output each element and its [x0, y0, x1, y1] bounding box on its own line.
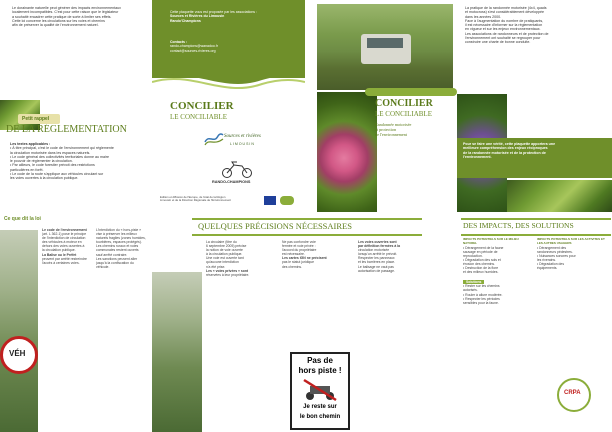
solutions-label: Solutions — [463, 280, 484, 284]
law-line: Les chemins ruraux et voies — [96, 244, 139, 249]
impact-line: • Destruction de la flore — [463, 266, 499, 271]
impact-line: • Dérangement de la faune — [463, 245, 504, 250]
reglementation-body — [10, 142, 148, 210]
info-line: l'environnement. — [463, 155, 492, 160]
body-line: Les textes applicables : — [10, 142, 51, 146]
body-line: les voies ouvertes à la circulation publique. — [10, 176, 79, 181]
crpa-label: CRPA — [564, 390, 581, 396]
partners-text — [170, 10, 295, 36]
prec-line: Les cartes IGN ne précisent — [282, 256, 327, 261]
law-line: (art. L 362-1) pose le principe — [42, 232, 87, 237]
impact-line: • Dégradation des — [537, 261, 565, 266]
sign-text: VÉH — [9, 349, 26, 358]
prec-line: la notion de voie ouverte — [206, 248, 243, 253]
impacts-title-bar — [461, 218, 611, 236]
law-line: peuvent par arrêté restreindre — [42, 256, 87, 261]
logo1-region: LIMOUSIN — [230, 142, 255, 146]
body-line: et motocross) s'est considérablement développée — [465, 10, 544, 15]
sign-photo — [0, 230, 38, 432]
prec-line: pas le statut juridique — [282, 260, 315, 265]
intro-line: Le dorainante naturelle peut générer des impacts environnementaux — [12, 6, 121, 10]
impacts-head: IMPACTS POTENTIELS SUR LE MILIEU NATUREL — [463, 238, 519, 245]
flower-photo — [317, 92, 377, 212]
body-line: la circulation motorisée dans les espaces naturels. — [10, 150, 91, 155]
body-line: • Par ailleurs, le code forestier prévoit des restrictions — [10, 163, 95, 168]
prec-line: Le balisage ne vaut pas — [358, 264, 394, 269]
precisions-title: QUELQUES PRÉCISIONS NÉCESSAIRES — [198, 221, 352, 231]
law-line: La Balise ou le Préfet — [42, 252, 77, 257]
logo1-name: Sources et rivières — [224, 134, 261, 139]
body-line: il est nécessaire d'informer sur la réglementation — [465, 23, 543, 28]
prec-line: des chemins. — [282, 264, 302, 269]
info-line: meilleure compréhension des enjeux réciproques — [463, 146, 548, 151]
sign-line: le bon chemin — [299, 414, 341, 420]
law-line: Les sanctions peuvent aller — [96, 256, 138, 261]
crpa-logo — [557, 378, 591, 412]
law-line: sauf arrêté contraire. — [96, 252, 128, 257]
impact-line: • Nuisances sonores pour — [537, 253, 576, 258]
impact-line: randonneurs pédestres. — [537, 249, 573, 254]
law-title: Ce que dit la loi — [4, 216, 41, 222]
footer-line: Édition et diffusion de l'Europe, de l'état de la Région — [160, 196, 226, 199]
prec-line: à la circulation publique. — [206, 252, 243, 257]
intro-line: a souhaité encadrer cette pratique de sorte à limiter ses effets. — [12, 14, 112, 19]
logo2-name: RANDO-CHAMPIONS — [212, 180, 251, 184]
law-line: tourbières, espaces protégés). — [96, 240, 142, 245]
solution-line: sensibles pour la faune. — [463, 300, 499, 305]
prec-line: est nécessaire. — [282, 252, 305, 257]
motorbike-logo-icon — [220, 160, 254, 178]
partner-line: Sources et Rivières du Limousin — [170, 14, 225, 19]
body-line: • Le code de la route s'applique aux véhicules circulant sur — [10, 172, 104, 177]
prec-line: circulation motorisée — [358, 248, 390, 253]
prec-line: fermée et voie privée : — [282, 244, 316, 249]
body-line: • À titre principal, c'est le code de l'environnement qui réglemente — [10, 146, 114, 151]
intro-body — [465, 6, 605, 92]
law-col1 — [42, 228, 92, 368]
body-line: dans les années 2000. — [465, 14, 502, 19]
region-logo-icon — [280, 196, 294, 205]
tagline-line: et protection — [375, 127, 397, 132]
prec-line: Les « voies privées » sont — [206, 268, 249, 273]
prec-line: n'a été prise. — [206, 264, 226, 269]
solution-line: • Respecter les périodes — [463, 296, 500, 301]
wave-decoration — [152, 70, 305, 100]
green-band — [365, 88, 457, 96]
body-line: particulières en forêt. — [10, 167, 44, 172]
prec-line: La circulaire (titre du — [206, 240, 237, 244]
impact-line: et des milieux humides. — [463, 270, 499, 275]
panel-law — [0, 216, 152, 432]
front-tagline — [375, 122, 455, 146]
front-subtitle: LE CONCILIABLE — [375, 110, 432, 118]
impact-line: • Dégradation des sols et — [463, 257, 501, 262]
panel-precisions — [152, 212, 457, 432]
impact-line: • Dérangement des — [537, 245, 567, 250]
tagline-line: Randonnée motorisée — [375, 122, 412, 127]
prec-line: autorisation de passage. — [358, 268, 395, 273]
river-logo-icon — [204, 132, 224, 146]
info-box-text — [463, 142, 607, 160]
prec-line: qu'aucune interdiction — [206, 260, 239, 265]
fern-photo-2 — [507, 180, 612, 212]
panel-impacts — [457, 212, 612, 432]
impacts-title: DES IMPACTS, DES SOLUTIONS — [463, 221, 574, 230]
contacts-block — [170, 40, 295, 60]
body-line: l'environnement ont souhaité se regrouper pour — [465, 36, 541, 41]
law-line: jusqu'à la confiscation du — [96, 260, 134, 265]
cover-back-footer — [160, 196, 260, 208]
no-entry-sign — [0, 336, 38, 374]
body-line: Les associations de randonneurs et de protection de — [465, 31, 549, 36]
prec-line: réservées à leur propriétaire. — [206, 272, 250, 277]
body-line: construire une charte de bonne conduite. — [465, 40, 531, 45]
intro-line: afin de préserver la qualité de l'environnement naturel. — [12, 23, 99, 28]
impact-line: reproduction. — [463, 253, 483, 258]
intro-text — [12, 6, 144, 76]
cover-back-title: CONCILIER — [170, 100, 234, 112]
impacts-head: IMPACTS POTENTIELS SUR LES ACTIVITÉS ET LES AUTRES USAGERS — [537, 238, 605, 245]
law-line: de l'interdiction de circulation — [42, 236, 86, 241]
prec-line: Respecter les panneaux — [358, 256, 395, 261]
impact-line: érosion des chemins. — [463, 261, 496, 266]
law-line: dehors des voies ouvertes à — [42, 244, 85, 249]
law-line: des véhicules à moteur en — [42, 240, 82, 245]
creek-photo — [152, 272, 202, 432]
cover-back-subtitle: LE CONCILIABLE — [170, 113, 227, 121]
precisions-col3 — [358, 240, 454, 420]
prec-line: l'accord du propriétaire — [282, 248, 317, 253]
law-line: véhicule. — [96, 264, 110, 269]
sign-line: hors piste ! — [298, 366, 342, 375]
jeep-photo — [317, 4, 453, 90]
law-line: la circulation publique. — [42, 248, 76, 253]
panel-front-cover — [305, 0, 457, 212]
sign-line: Pas de — [307, 356, 333, 365]
footer-line: Limousin et de la Direction Régionale de l'Environnement — [160, 198, 231, 203]
contact-email: contact@sources-rivieres.org — [170, 48, 216, 53]
logo-rando-champions — [212, 160, 272, 190]
body-line: en vigueur et sur les enjeux environnementaux. — [465, 27, 541, 32]
prec-line: Ne pas confondre voie — [282, 240, 316, 244]
body-line: le pouvoir de réglementer la circulation. — [10, 159, 73, 164]
body-line: La pratique de la randonnée motorisée (4x4, quads — [465, 6, 547, 10]
body-line: Face à l'augmentation du nombre de pratiquants, — [465, 18, 544, 23]
panel-cover-back — [152, 0, 305, 212]
logo-sources-rivieres — [204, 130, 264, 158]
law-line: communales restent ouverts — [96, 248, 139, 253]
law-line: L'interdiction du « hors-piste » — [96, 228, 142, 232]
law-line: naturels fragiles (zones humides, — [96, 236, 146, 241]
law-line: l'accès à certaines voies. — [42, 260, 80, 265]
contact-email: rando-champions@wanadoo.fr — [170, 44, 218, 49]
green-info-box — [457, 138, 612, 178]
solution-line: • Rester sur les chemins — [463, 284, 500, 289]
law-line: vise à préserver les milieux — [96, 232, 137, 237]
impacts-col1 — [463, 238, 533, 428]
intro-line: localement incompatibles. C'est pour cette raison que le législateur — [12, 10, 119, 15]
partner-line: Cette plaquette vous est proposée par les associations : — [170, 10, 257, 14]
contacts-label: Contacts : — [170, 40, 188, 44]
precisions-col1 — [206, 240, 276, 420]
prec-line: Les voies ouvertes sont — [358, 240, 397, 244]
reglementation-title: DE LA RÉGLEMENTATION — [6, 124, 127, 135]
precisions-col2 — [282, 240, 352, 350]
info-line: de la randonnée motorisée et de la protection de — [463, 150, 546, 155]
solution-line: • Rouler à allure modérée. — [463, 292, 503, 297]
prec-line: par définition fermées à la — [358, 244, 401, 249]
crossed-quad-icon — [302, 378, 338, 402]
info-line: Pour se faire une vérité, cette plaquette apportera une — [463, 142, 556, 146]
front-title: CONCILIER — [375, 98, 433, 109]
prec-line: 6 septembre 2005) précise — [206, 244, 247, 249]
badge-label: Petit rappel — [22, 116, 50, 122]
intro-line: Cette loi concerne les circulations sur les voies et chemins — [12, 18, 105, 23]
hors-piste-sign — [290, 352, 350, 430]
solution-line: autorisés. — [463, 288, 478, 293]
europe-flag-icon — [264, 196, 276, 205]
prec-line: et les barrières en place. — [358, 260, 396, 265]
tagline-line: de l'environnement — [375, 132, 408, 137]
petit-rappel-badge — [18, 114, 60, 124]
law-line: Le code de l'environnement — [42, 228, 87, 232]
jeep-window — [367, 38, 403, 48]
impact-line: les riverains. — [537, 257, 557, 262]
prec-line: lorsqu'un arrêté le prévoit. — [358, 252, 398, 257]
body-line: • Le code général des collectivités territoriales donne au maire — [10, 154, 109, 159]
impacts-col2 — [537, 238, 609, 378]
law-col2 — [96, 228, 150, 368]
panel-reglementation — [0, 0, 152, 212]
impact-line: sauvage en période de — [463, 249, 498, 254]
prec-line: Une voie est ouverte tant — [206, 256, 244, 261]
precisions-title-bar — [192, 218, 422, 236]
panel-intro — [457, 0, 612, 212]
partner-line: Rando'Champions — [170, 18, 201, 23]
sign-line: Je reste sur — [303, 404, 337, 410]
impact-line: équipements. — [537, 266, 558, 271]
